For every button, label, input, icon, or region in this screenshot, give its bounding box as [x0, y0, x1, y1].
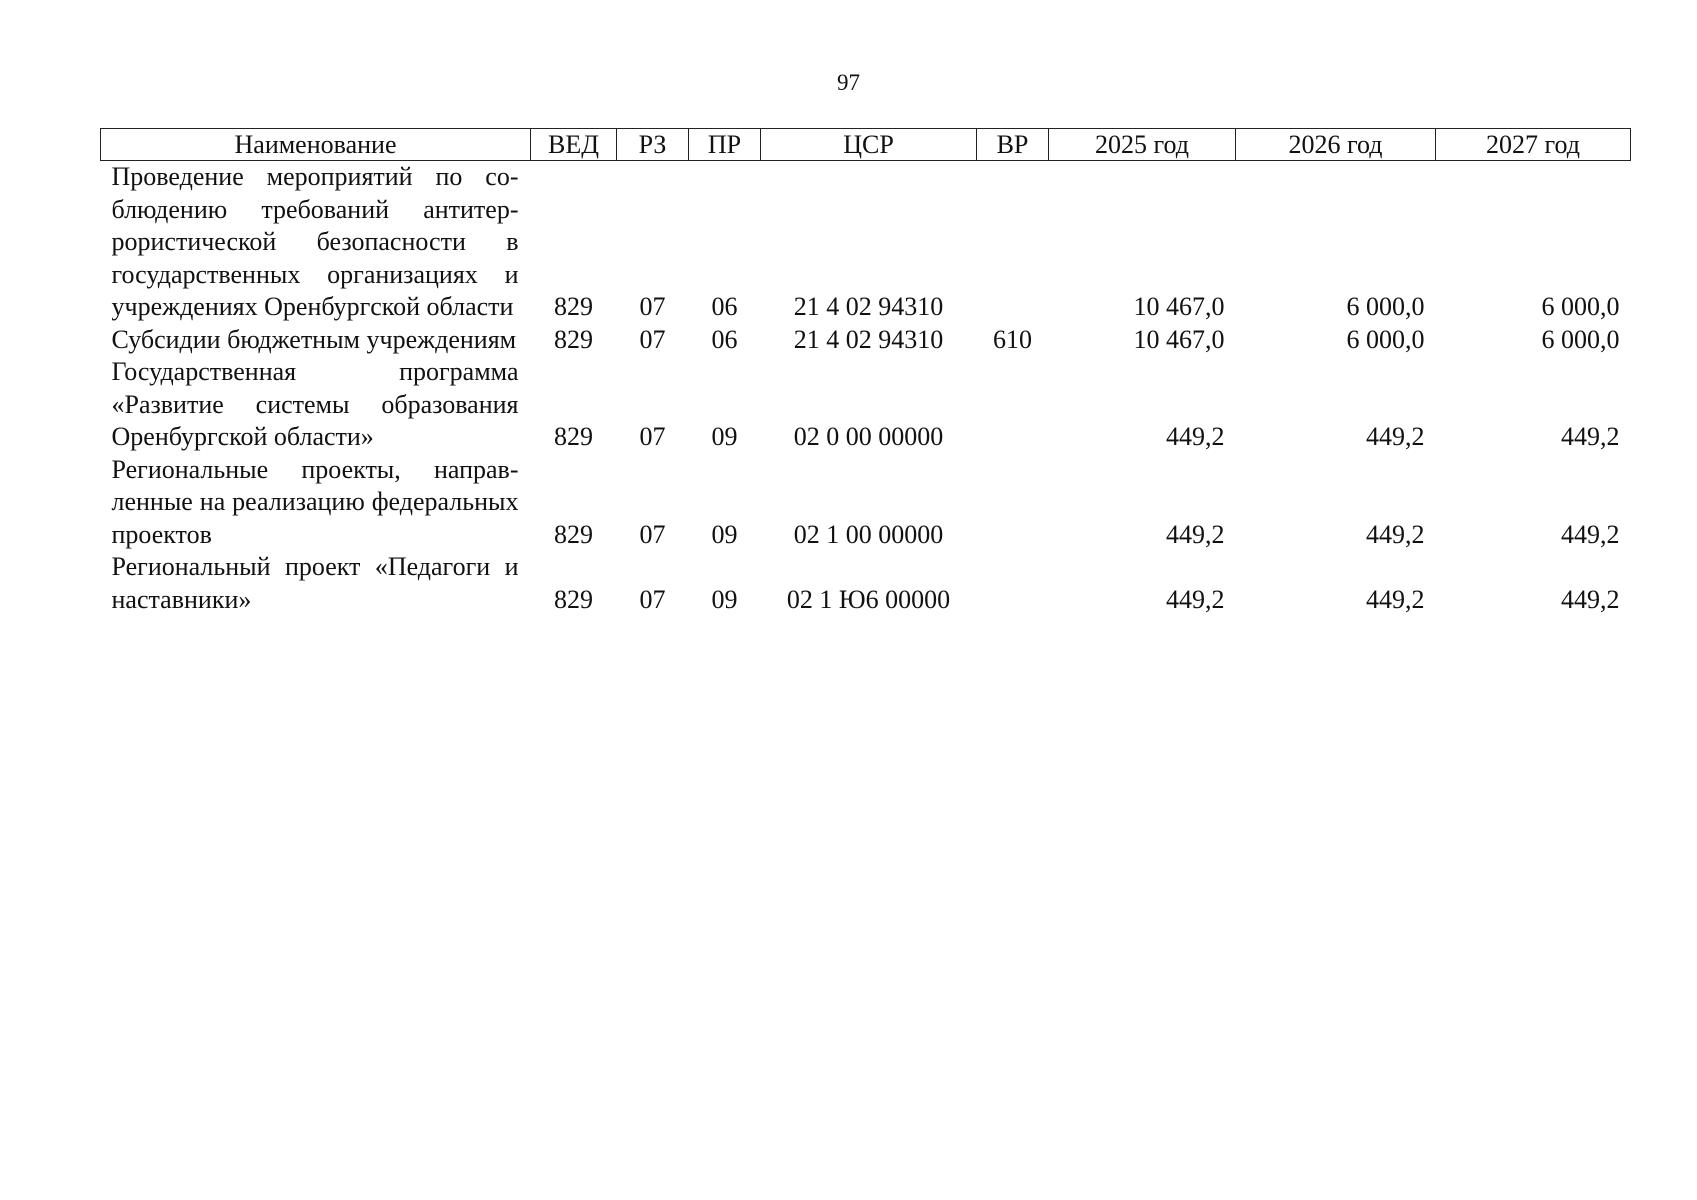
row-csr: 02 1 Ю6 00000	[786, 584, 951, 614]
table-row	[101, 324, 1631, 357]
row-ved: 829	[554, 422, 593, 451]
row-csr: 21 4 02 94310	[793, 292, 944, 321]
row-ved: 829	[554, 292, 593, 321]
row-name: Региональные проекты, направленные на реализацию федеральных проектов	[111, 454, 519, 549]
row-rz: 07	[639, 584, 666, 614]
row-2026: 449,2	[1366, 422, 1425, 451]
row-2027: 6 000,0	[1541, 292, 1620, 321]
header-2025: 2025 год	[1049, 129, 1236, 161]
row-2027: 449,2	[1561, 422, 1620, 451]
table-row	[101, 551, 1631, 616]
row-vr	[977, 161, 1049, 324]
row-vr: 610	[993, 324, 1032, 354]
row-rz: 07	[639, 519, 666, 549]
header-rz: РЗ	[617, 129, 689, 161]
row-2027: 449,2	[1561, 519, 1620, 549]
row-pr: 06	[711, 292, 738, 321]
table-row	[101, 454, 1631, 552]
header-2026: 2026 год	[1236, 129, 1436, 161]
row-pr: 09	[711, 519, 738, 549]
row-pr: 09	[711, 584, 738, 614]
row-2025: 449,2	[1166, 422, 1225, 451]
header-name: Наименование	[101, 129, 531, 161]
row-csr: 02 0 00 00000	[793, 422, 944, 451]
row-2025: 10 467,0	[1133, 292, 1225, 321]
row-name: Субсидии бюджетным учреждениям	[111, 324, 517, 354]
row-ved: 829	[554, 324, 593, 354]
row-csr: 21 4 02 94310	[793, 324, 944, 354]
row-ved: 829	[554, 519, 593, 549]
header-ved: ВЕД	[531, 129, 617, 161]
table-header-row	[101, 129, 1631, 161]
header-pr: ПР	[689, 129, 761, 161]
row-name: Региональный проект «Педагоги и наставники»	[111, 552, 519, 614]
row-2025: 10 467,0	[1133, 324, 1225, 354]
row-rz: 07	[639, 324, 666, 354]
header-vr: ВР	[977, 129, 1049, 161]
row-2025: 449,2	[1166, 584, 1225, 614]
row-rz: 07	[639, 292, 666, 321]
row-rz: 07	[639, 422, 666, 451]
row-vr	[977, 454, 1049, 552]
row-pr: 06	[711, 324, 738, 354]
row-2026: 449,2	[1366, 519, 1425, 549]
row-2027: 449,2	[1561, 584, 1620, 614]
row-2026: 449,2	[1366, 584, 1425, 614]
row-name: Проведение мероприятий по соблюдению требований антитеррористической безопасности в государственных организациях и учреждениях Оренбургской области	[111, 162, 519, 321]
table-row	[101, 356, 1631, 454]
row-2025: 449,2	[1166, 519, 1225, 549]
row-ved: 829	[554, 584, 593, 614]
page-number: 97	[837, 70, 860, 95]
row-2027: 6 000,0	[1541, 324, 1620, 354]
row-name: Государственная программа «Развитие системы образования Оренбургской области»	[111, 357, 519, 451]
header-csr: ЦСР	[761, 129, 977, 161]
row-vr	[977, 551, 1049, 616]
row-csr: 02 1 00 00000	[793, 519, 944, 549]
header-2027: 2027 год	[1436, 129, 1631, 161]
row-2026: 6 000,0	[1346, 292, 1425, 321]
row-pr: 09	[711, 422, 738, 451]
row-2026: 6 000,0	[1346, 324, 1425, 354]
row-vr	[977, 356, 1049, 454]
budget-table	[100, 128, 1631, 616]
table-row	[101, 161, 1631, 324]
